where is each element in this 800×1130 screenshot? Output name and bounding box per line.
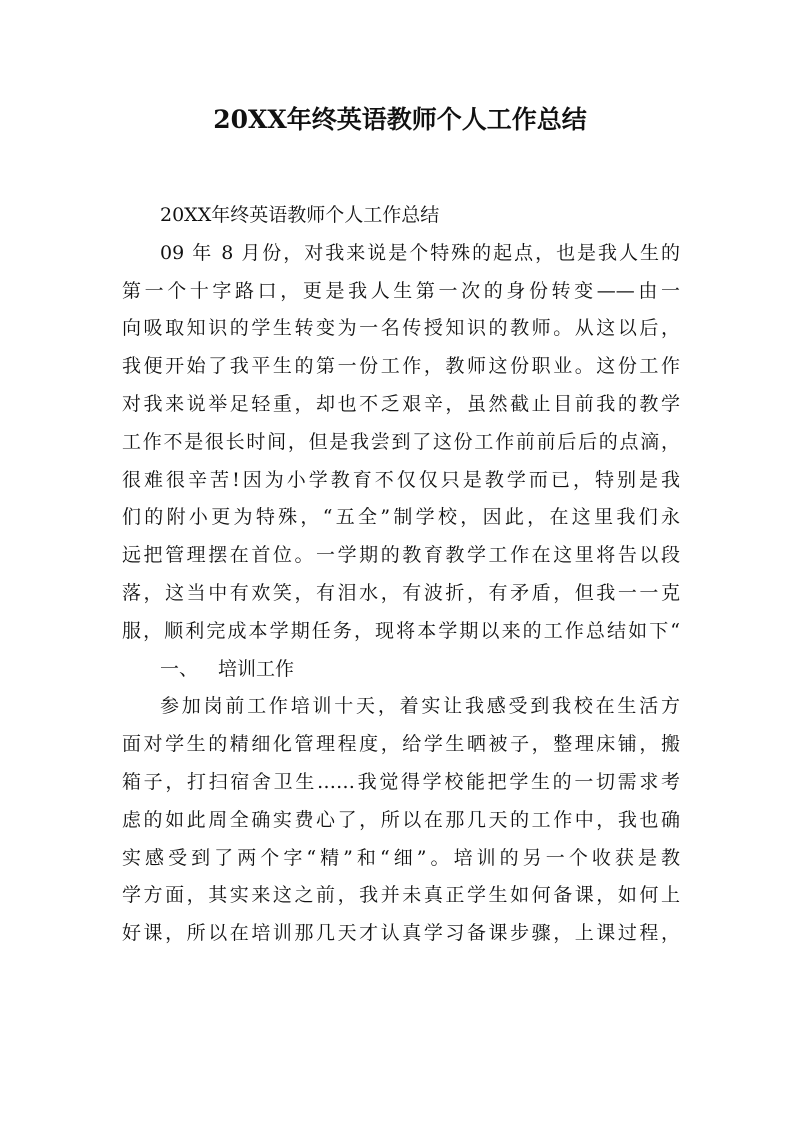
- paragraph-line: 落，这当中有欢笑，有泪水，有波折，有矛盾，但我一一克: [122, 581, 680, 604]
- paragraph-line: 箱子，打扫宿舍卫生……我觉得学校能把学生的一切需求考: [122, 770, 680, 793]
- paragraph-line: 们的附小更为特殊，“五全”制学校，因此，在这里我们永: [122, 506, 680, 529]
- document-body: [122, 197, 680, 953]
- paragraph-line: 工作不是很长时间，但是我尝到了这份工作前前后后的点滴，: [122, 430, 680, 453]
- paragraph-line: 好课，所以在培训那几天才认真学习备课步骤，上课过程，: [122, 922, 680, 945]
- section-heading: [122, 651, 680, 689]
- paragraph-line: 学方面，其实来这之前，我并未真正学生如何备课，如何上: [122, 884, 680, 907]
- paragraph-line: 09 年 8 月份，对我来说是个特殊的起点，也是我人生的: [160, 241, 680, 264]
- section-number: 一、: [160, 657, 199, 680]
- paragraph-line: 远把管理摆在首位。一学期的教育教学工作在这里将告以段: [122, 544, 680, 567]
- document-title: 20XX年终英语教师个人工作总结: [213, 105, 587, 134]
- paragraph-line: 面对学生的精细化管理程度，给学生晒被子，整理床铺，搬: [122, 733, 680, 756]
- paragraph-line: 参加岗前工作培训十天，着实让我感受到我校在生活方: [160, 695, 680, 718]
- paragraph-line: 对我来说举足轻重，却也不乏艰辛，虽然截止目前我的教学: [122, 392, 680, 415]
- paragraph-line: 很难很辛苦!因为小学教育不仅仅只是教学而已，特别是我: [122, 468, 680, 491]
- paragraph-line: 我便开始了我平生的第一份工作，教师这份职业。这份工作: [122, 355, 680, 378]
- paragraph-line: 实感受到了两个字“精”和“细”。培训的另一个收获是教: [122, 846, 680, 869]
- paragraph-line: 服，顺利完成本学期任务，现将本学期以来的工作总结如下“: [122, 619, 680, 642]
- paragraph-line: 虑的如此周全确实费心了，所以在那几天的工作中，我也确: [122, 808, 680, 831]
- section-heading-text: 培训工作: [218, 657, 295, 680]
- paragraph-line: 第一个十字路口，更是我人生第一次的身份转变——由一: [122, 279, 680, 302]
- paragraph-line: 向吸取知识的学生转变为一名传授知识的教师。从这以后，: [122, 317, 680, 340]
- subtitle-line: 20XX年终英语教师个人工作总结: [160, 204, 440, 226]
